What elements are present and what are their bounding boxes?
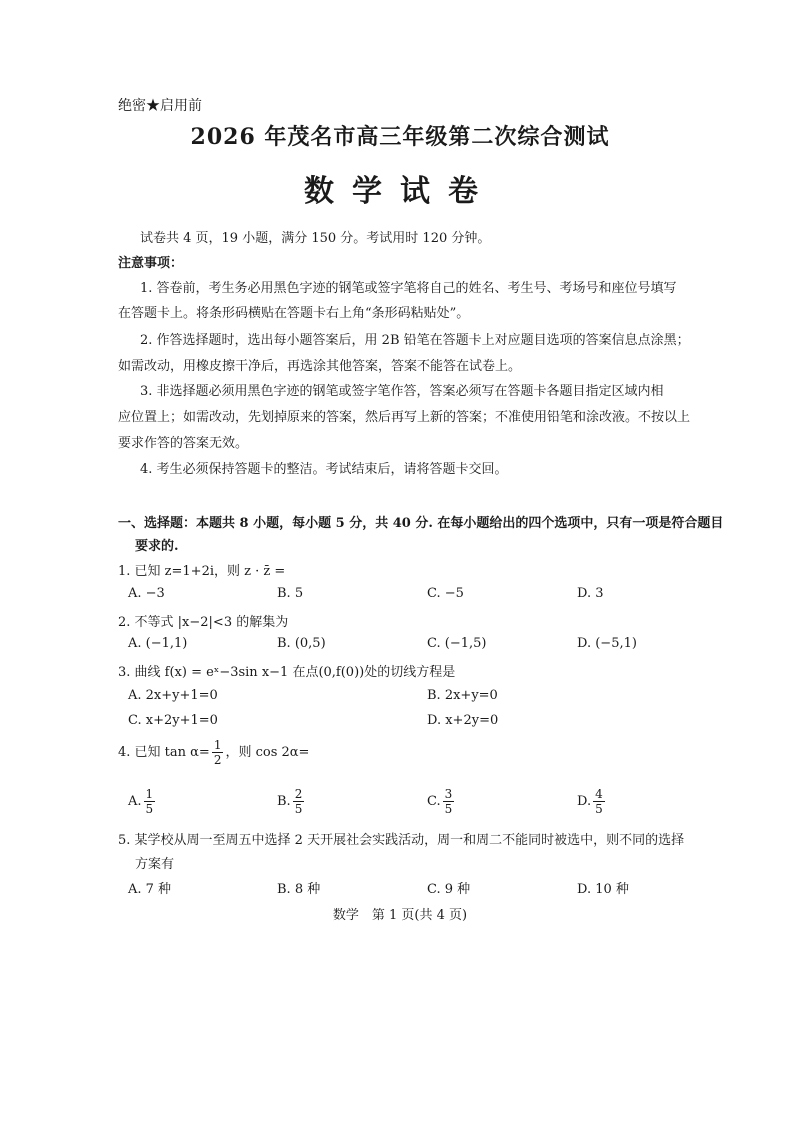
fraction-denominator: 5 [595, 802, 603, 816]
note-line: 如需改动，用橡皮擦干净后，再选涂其他答案，答案不能答在试卷上。 [118, 359, 522, 374]
page-footer: 数学 第 1 页(共 4 页) [332, 908, 468, 923]
note-line: 要求作答的答案无效。 [118, 436, 249, 451]
question-4-option-b [277, 787, 306, 816]
fraction [593, 787, 605, 816]
note-line: 在答题卡上。将条形码横贴在答题卡右上角“条形码粘贴处”。 [118, 306, 470, 321]
question-3-option-a: A. 2x+y+1=0 [128, 688, 218, 703]
question-3-stem: 3. 曲线 f(x) = eˣ−3sin x−1 在点(0,f(0))处的切线方程是 [118, 665, 456, 680]
question-4-stem [118, 738, 309, 767]
note-line: 应位置上；如需改动，先划掉原来的答案，然后再写上新的答案；不准使用铅笔和涂改液。不按以上 [118, 410, 691, 425]
option-label: D. [577, 794, 592, 809]
fraction-numerator: 2 [294, 787, 303, 801]
fraction [212, 738, 224, 767]
option-label: A. [128, 794, 142, 809]
exam-title: 2026 年茂名市高三年级第二次综合测试 [190, 124, 610, 150]
secret-label: 绝密★启用前 [118, 98, 202, 114]
question-4-option-c [427, 787, 456, 816]
question-5-option-c: C. 9 种 [427, 882, 471, 897]
section-heading: 一、选择题：本题共 8 小题，每小题 5 分，共 40 分. 在每小题给出的四个选项中，只有一项是符合题目 [118, 516, 724, 531]
note-line: 2. 作答选择题时，选出每小题答案后，用 2B 铅笔在答题卡上对应题目选项的答案信息点涂黑； [140, 333, 690, 348]
fraction-numerator: 4 [595, 787, 603, 801]
question-1-option-c: C. −5 [427, 586, 464, 601]
question-5-stem: 5. 某学校从周一至周五中选择 2 天开展社会实践活动，周一和周二不能同时被选中，则不同的选择 [118, 833, 685, 848]
question-1-option-b: B. 5 [277, 586, 304, 601]
question-1-stem: 1. 已知 z=1+2i，则 z · z̄ = [118, 564, 286, 579]
question-2-option-c: C. (−1,5) [427, 636, 487, 651]
question-3-option-d: D. x+2y=0 [427, 713, 499, 728]
question-2-stem: 2. 不等式 |x−2|<3 的解集为 [118, 615, 289, 630]
question-2-option-d: D. (−5,1) [577, 636, 637, 651]
question-5-option-b: B. 8 种 [277, 882, 321, 897]
question-4-option-d [577, 787, 607, 816]
fraction-numerator: 3 [444, 787, 453, 801]
fraction-numerator: 1 [145, 787, 154, 801]
question-5-stem-continued: 方案有 [135, 857, 175, 872]
fraction-denominator: 5 [294, 802, 303, 816]
question-4-stem-suffix: ，则 cos 2α= [225, 745, 310, 760]
option-label: C. [427, 794, 441, 809]
section-heading-continued: 要求的. [135, 539, 179, 554]
note-line: 4. 考生必须保持答题卡的整洁。考试结束后，请将答题卡交回。 [140, 462, 508, 477]
question-5-option-d: D. 10 种 [577, 882, 629, 897]
question-1-option-d: D. 3 [577, 586, 604, 601]
question-2-option-a: A. (−1,1) [128, 636, 188, 651]
notes-heading: 注意事项： [118, 256, 184, 271]
fraction [443, 787, 455, 816]
exam-intro: 试卷共 4 页，19 小题，满分 150 分。考试用时 120 分钟。 [140, 231, 491, 246]
question-4-option-a [128, 787, 157, 816]
note-line: 1. 答卷前，考生务必用黑色字迹的钢笔或签字笔将自己的姓名、考生号、考场号和座位号填写 [140, 281, 677, 296]
question-3-option-b: B. 2x+y=0 [427, 688, 498, 703]
fraction-numerator: 1 [213, 738, 222, 752]
note-line: 3. 非选择题必须用黑色字迹的钢笔或签字笔作答，答案必须写在答题卡各题目指定区域内相 [140, 384, 664, 399]
subject-title: 数学试卷 [304, 174, 496, 209]
fraction [293, 787, 305, 816]
question-1-option-a: A. −3 [128, 586, 165, 601]
option-label: B. [277, 794, 291, 809]
fraction [144, 787, 156, 816]
question-5-option-a: A. 7 种 [128, 882, 172, 897]
question-3-option-c: C. x+2y+1=0 [128, 713, 218, 728]
fraction-denominator: 5 [444, 802, 453, 816]
fraction-denominator: 5 [145, 802, 154, 816]
question-2-option-b: B. (0,5) [277, 636, 326, 651]
question-4-stem-prefix: 4. 已知 tan α= [118, 745, 210, 760]
fraction-denominator: 2 [213, 753, 222, 767]
